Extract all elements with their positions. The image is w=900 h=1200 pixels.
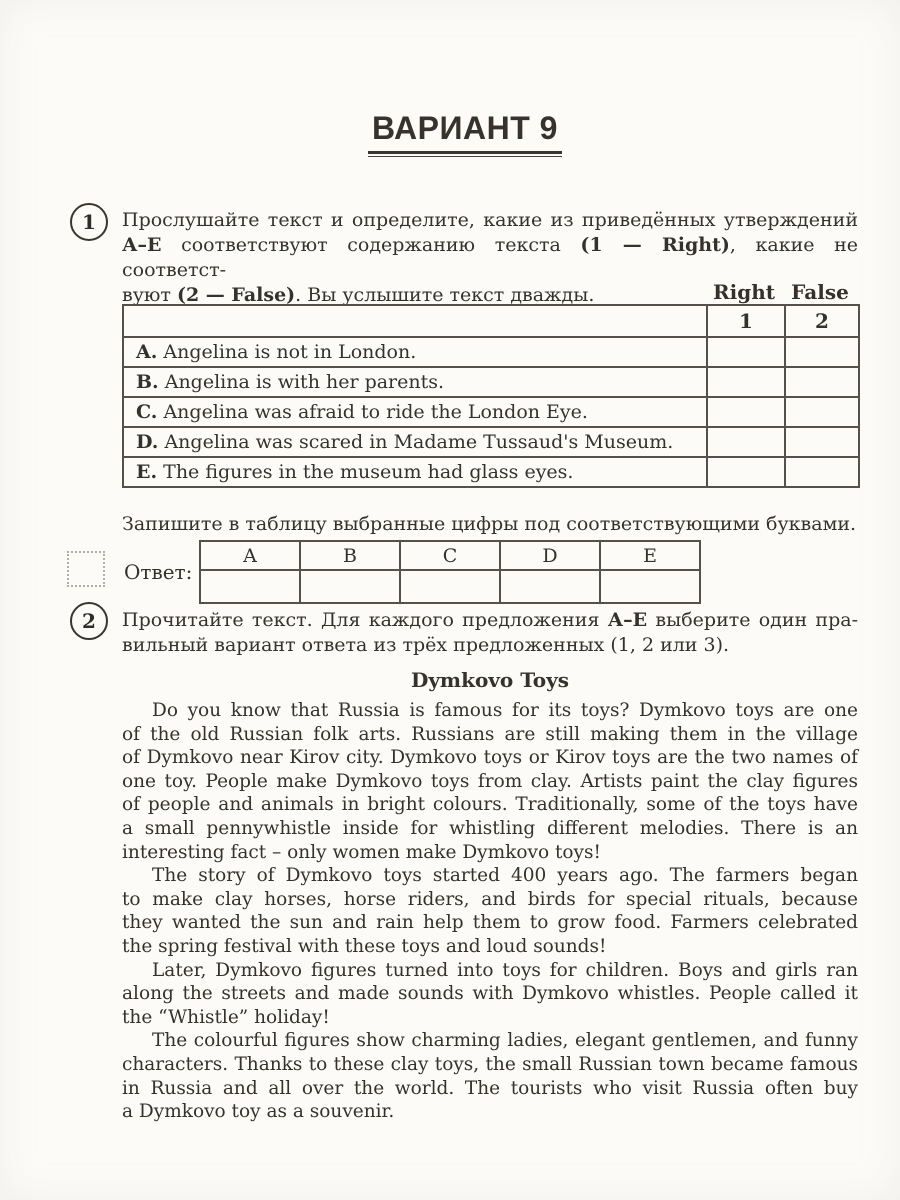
table-row — [123, 457, 859, 487]
answer-letter: B — [300, 541, 400, 570]
reading-title: Dymkovo Toys — [410, 668, 570, 692]
false-column-number: 2 — [785, 305, 859, 337]
false-answer-cell[interactable] — [785, 367, 859, 397]
page-title: ВАРИАНТ 9 — [372, 110, 558, 146]
answer-label: Ответ: — [124, 560, 193, 584]
right-answer-cell[interactable] — [707, 337, 785, 367]
statements-table — [122, 304, 860, 488]
margin-checkbox — [67, 551, 105, 587]
statement-cell: C. Angelina was afraid to ride the London Eye. — [123, 397, 707, 427]
answer-input-cell[interactable] — [300, 570, 400, 603]
answer-letters-row — [200, 541, 700, 570]
answer-input-cell[interactable] — [400, 570, 500, 603]
reading-paragraph: The colourful figures show charming ladies, elegant gentlemen, and funny characters. Thanks to these clay toys, the small Russian town became famous in Russia and all over the world. The tourists who visit Russia often buy a Dymkovo toy as a souvenir. — [122, 1030, 858, 1123]
statement-cell: A. Angelina is not in London. — [123, 337, 707, 367]
answer-input-cell[interactable] — [200, 570, 300, 603]
title-underline — [368, 151, 562, 157]
table-row — [123, 367, 859, 397]
answer-input-cell[interactable] — [600, 570, 700, 603]
answer-letter: A — [200, 541, 300, 570]
false-answer-cell[interactable] — [785, 427, 859, 457]
right-column-number: 1 — [707, 305, 785, 337]
answer-input-row — [200, 570, 700, 603]
task2-number-badge: 2 — [70, 602, 108, 640]
column-label-false: False — [791, 280, 849, 304]
statements-header-empty — [123, 305, 707, 337]
page-title-block — [122, 110, 808, 157]
statement-cell: E. The figures in the museum had glass eyes. — [123, 457, 707, 487]
task1-instruction-line1: Прослушайте текст и определите, какие из приведённых утверждений — [122, 209, 858, 231]
task1-instruction-line2: А–Е соответствуют содержанию текста (1 — Right), какие не соответст- — [122, 234, 858, 281]
answer-letter: C — [400, 541, 500, 570]
right-answer-cell[interactable] — [707, 367, 785, 397]
reading-paragraph: Do you know that Russia is famous for its toys? Dymkovo toys are one of the old Russian folk arts. Russians are still making them in the village of Dymkovo near Kirov city. Dymkovo toys or Kirov toys are the two names of one toy. People make Dymkovo toys from clay. Artists paint the clay figures of people and animals in bright colours. Traditionally, some of the toys have a small pennywhistle inside for whistling different melodies. There is an interesting fact – only women make Dymkovo toys! — [122, 700, 858, 863]
reading-paragraph: Later, Dymkovo figures turned into toys for children. Boys and girls ran along the streets and made sounds with Dymkovo whistles. People called it the “Whistle” holiday! — [122, 959, 858, 1028]
task1-number-badge: 1 — [70, 203, 108, 241]
task2-instruction-line1: Прочитайте текст. Для каждого предложения А–Е выберите один пра- — [122, 609, 859, 631]
statements-header-row — [123, 305, 859, 337]
answer-input-cell[interactable] — [500, 570, 600, 603]
table-row — [123, 337, 859, 367]
table-row — [123, 397, 859, 427]
answer-letter: D — [500, 541, 600, 570]
column-label-right: Right — [713, 280, 775, 304]
reading-text — [122, 699, 858, 1124]
answer-table — [199, 540, 701, 604]
right-answer-cell[interactable] — [707, 397, 785, 427]
write-note: Запишите в таблицу выбранные цифры под соответствующими буквами. — [122, 513, 857, 535]
statement-cell: B. Angelina is with her parents. — [123, 367, 707, 397]
answer-letter: E — [600, 541, 700, 570]
reading-paragraph: The story of Dymkovo toys started 400 years ago. The farmers began to make clay horses, horse riders, and birds for special rituals, because they wanted the sun and rain help them to grow food. Farmers celebrated the spring festival with these toys and loud sounds! — [122, 865, 858, 957]
statement-cell: D. Angelina was scared in Madame Tussaud's Museum. — [123, 427, 707, 457]
task1-instruction-line3: вуют (2 — False). Вы услышите текст дважды. — [122, 284, 595, 306]
table-row — [123, 427, 859, 457]
task2-instruction-line2: вильный вариант ответа из трёх предложенных (1, 2 или 3). — [122, 634, 730, 656]
right-answer-cell[interactable] — [707, 457, 785, 487]
false-answer-cell[interactable] — [785, 337, 859, 367]
right-answer-cell[interactable] — [707, 427, 785, 457]
false-answer-cell[interactable] — [785, 397, 859, 427]
task2-instruction — [122, 608, 858, 658]
false-answer-cell[interactable] — [785, 457, 859, 487]
